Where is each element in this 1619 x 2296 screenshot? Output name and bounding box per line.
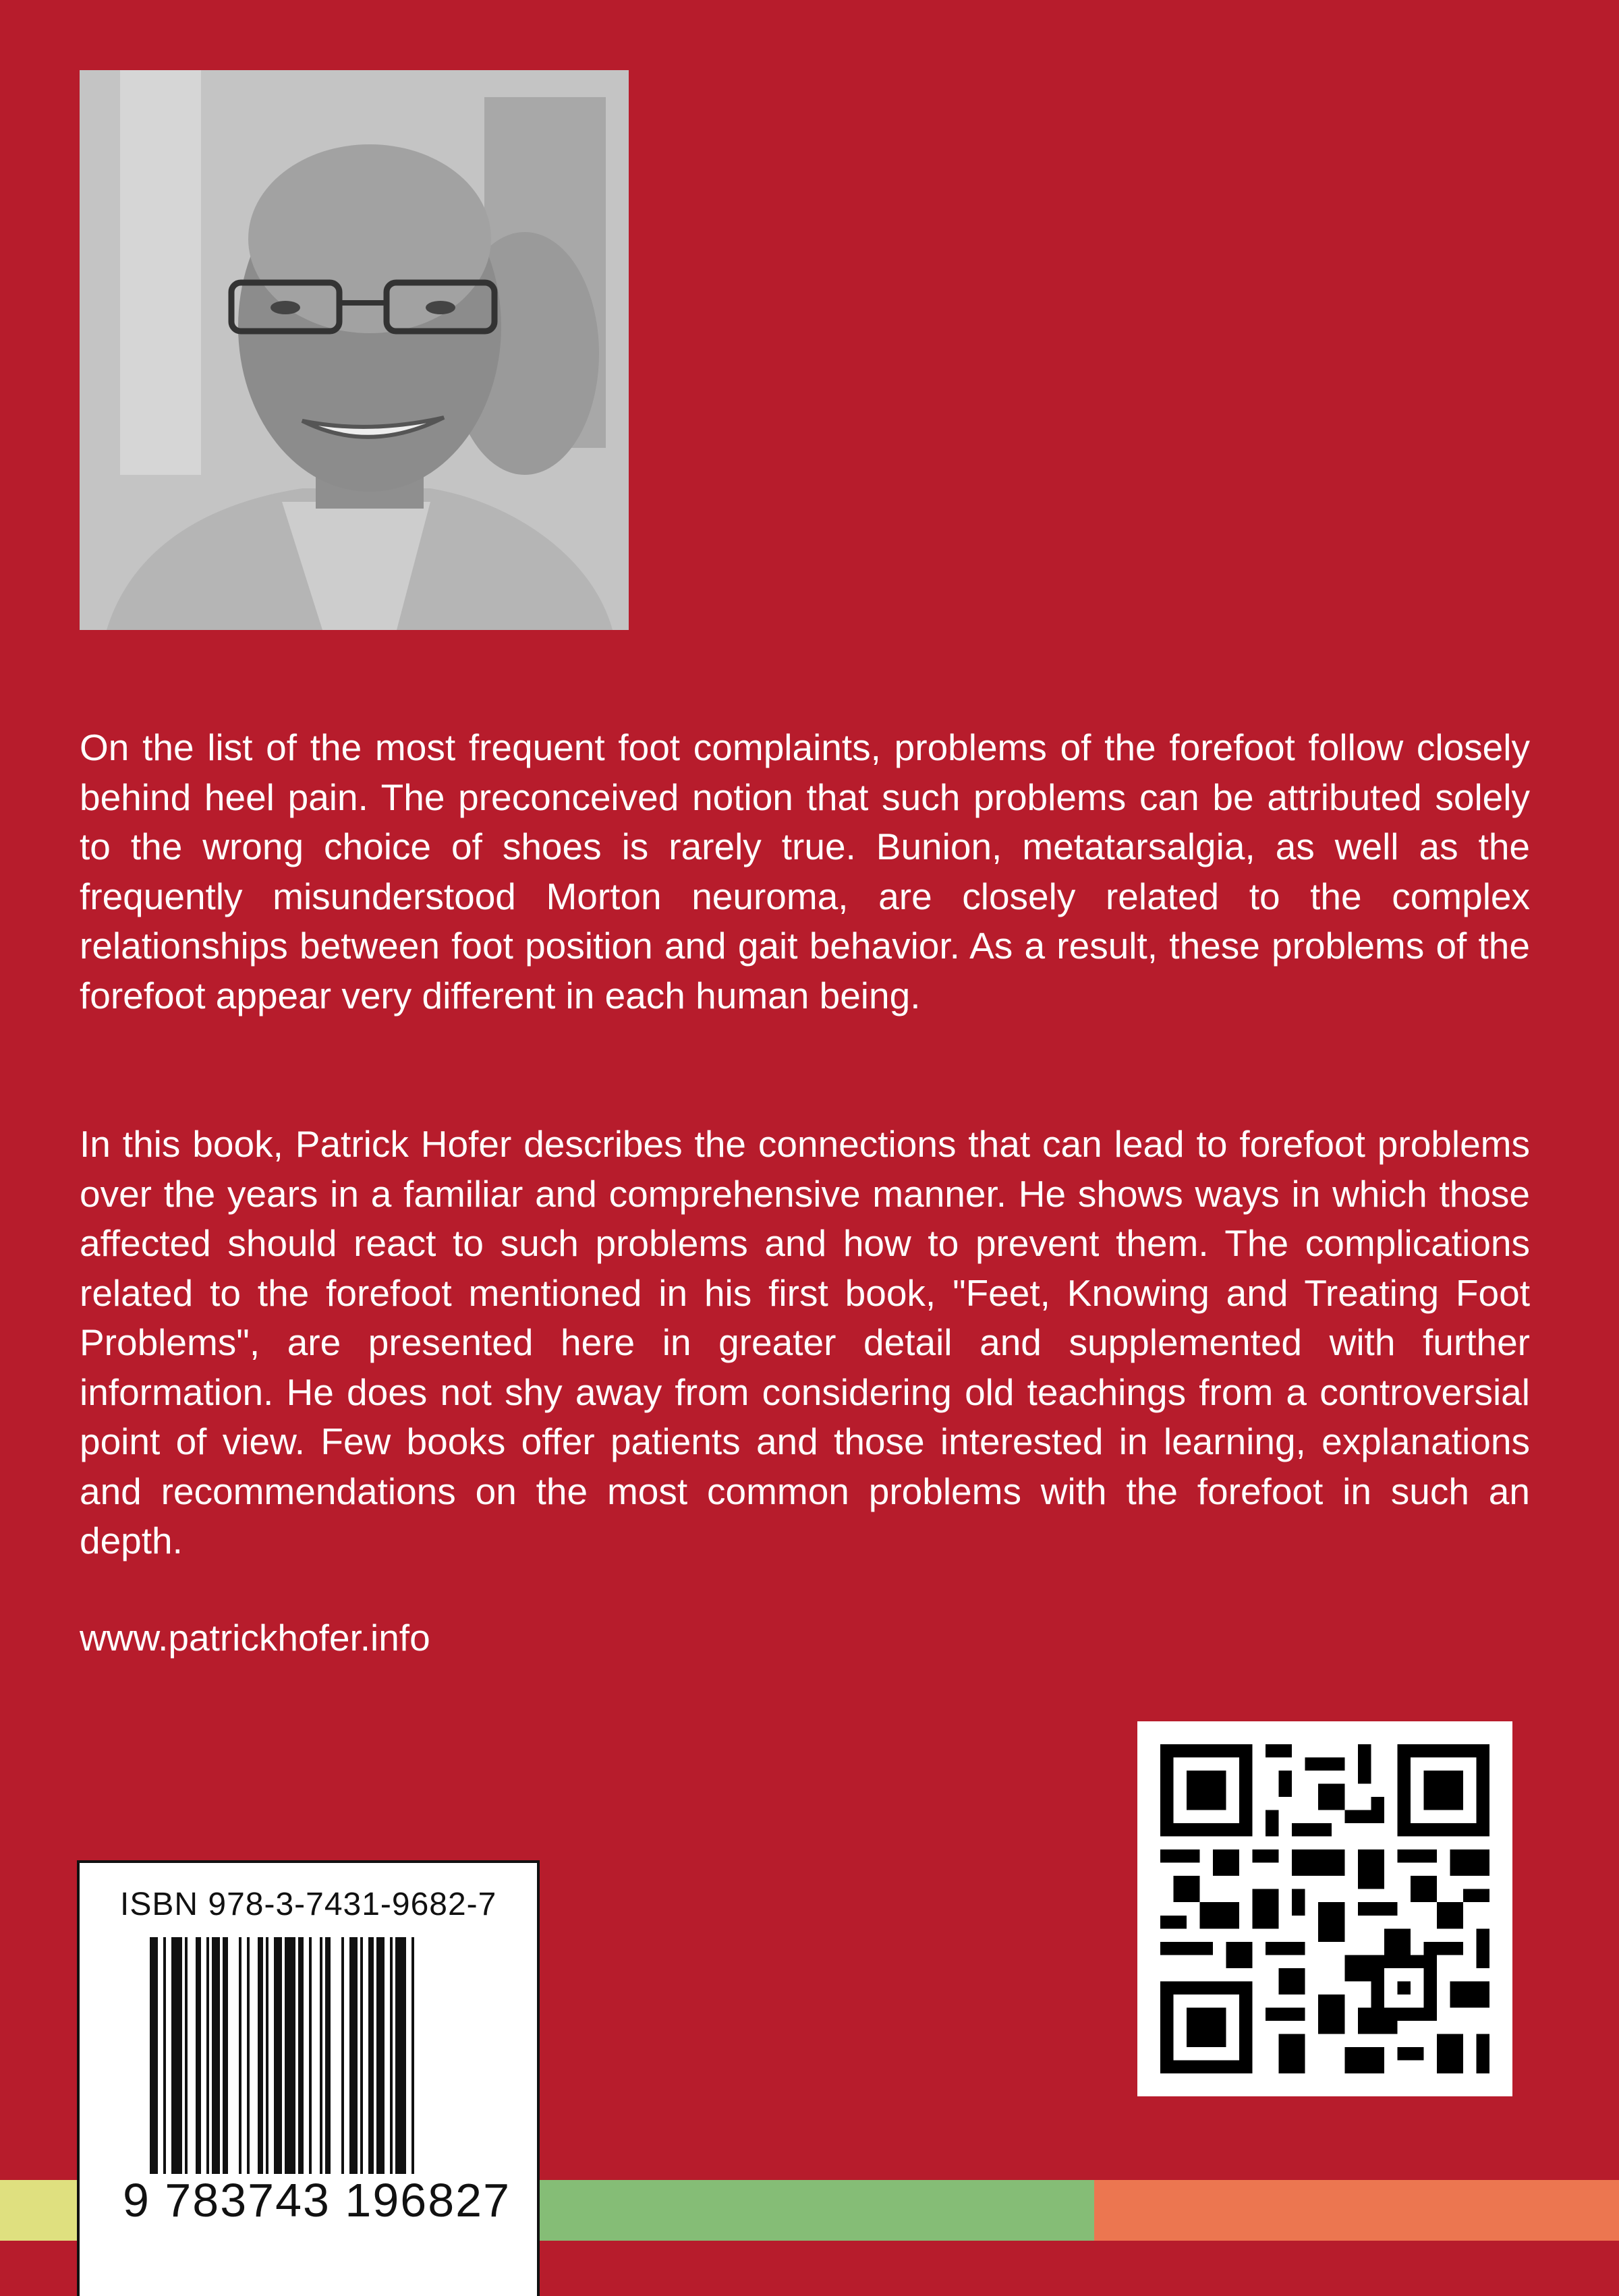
qr-code-icon (1160, 1744, 1489, 2073)
isbn-barcode-box (77, 1860, 540, 2296)
barcode-digits-text: 9 783743 196827 (120, 2174, 513, 2227)
decorative-stripe-orange (1094, 2180, 1619, 2241)
isbn-label: ISBN 978-3-7431-9682-7 (120, 1887, 497, 1922)
barcode-digits (120, 2173, 511, 2227)
decorative-stripe-yellow (0, 2180, 77, 2241)
decorative-stripe-green (540, 2180, 1094, 2241)
barcode-icon (150, 1937, 501, 2202)
qr-code (1137, 1721, 1512, 2096)
description-paragraph-2: In this book, Patrick Hofer describes the connections that can lead to forefoot problems over the years in a familiar and comprehensive manner. He shows ways in which those affected should react to such problems and how to prevent them. The complications related to the forefoot mentioned in his first book, "Feet, Knowing and Treating Foot Problems", are presented here in greater detail and supplemented with further information. He does not shy away from considering old teachings from a controversial point of view. Few books offer patients and those interested in learning, explanations and recommendations on the most common problems with the forefoot in such an depth. (80, 1123, 1530, 1561)
description-paragraph-1: On the list of the most frequent foot complaints, problems of the forefoot follow closely behind heel pain. The preconceived notion that such problems can be attributed solely to the wrong choice of shoes is rarely true. Bunion, metatarsalgia, as well as the frequently misunderstood Morton neuroma, are closely related to the complex relationships between foot position and gait behavior. As a result, these problems of the forefoot appear very different in each human being. (80, 726, 1530, 1016)
author-portrait-image (80, 70, 629, 630)
author-website: www.patrickhofer.info (80, 1617, 430, 1659)
author-photo (80, 70, 629, 630)
